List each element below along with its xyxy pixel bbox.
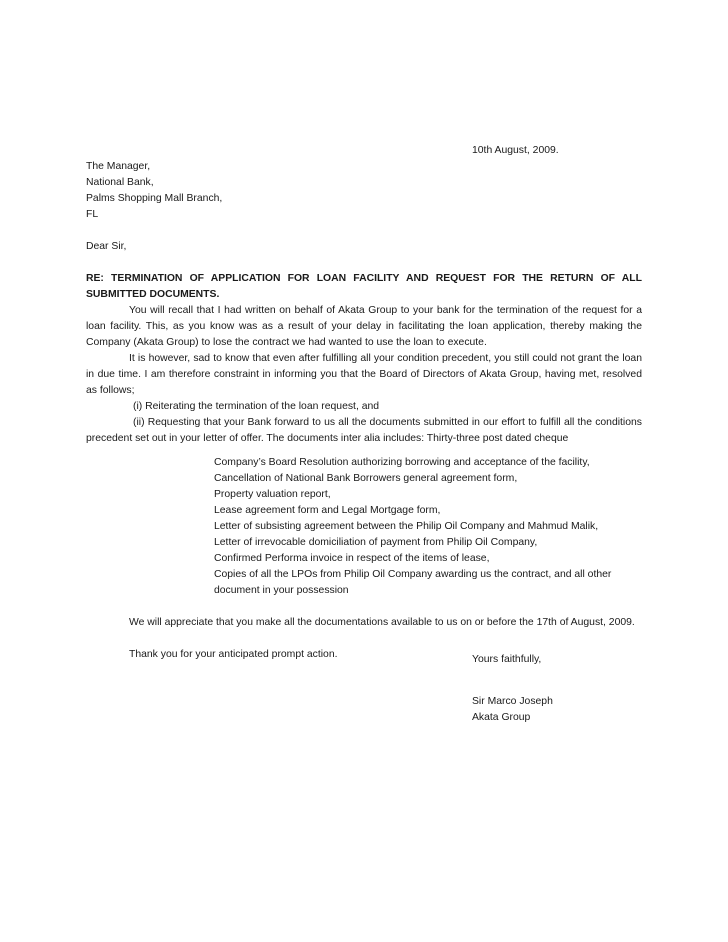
- paragraph: We will appreciate that you make all the documentations available to us on or before the 17th of August, 2009.: [129, 617, 635, 628]
- letter-date: 10th August, 2009.: [472, 145, 559, 156]
- signoff: Yours faithfully,: [472, 654, 542, 665]
- paragraph: You will recall that I had written on behalf of Akata Group to your bank for the termination of the request for a loan facility. This, as you know was as a result of your delay in facilitating the loan application, thereby making the Company (Akata Group) to lose the contract we had wanted to use the loan to execute.: [86, 305, 642, 348]
- letter-body: [86, 143, 642, 663]
- list-item: Letter of irrevocable domiciliation of payment from Philip Oil Company,: [214, 537, 538, 548]
- list-item: Copies of all the LPOs from Philip Oil Company awarding us the contract, and all other document in your possession: [214, 569, 612, 596]
- recipient-line: Palms Shopping Mall Branch,: [86, 193, 223, 204]
- subject-line: RE: TERMINATION OF APPLICATION FOR LOAN FACILITY AND REQUEST FOR THE RETURN OF ALL SUBMITTED DOCUMENTS.: [86, 273, 642, 300]
- recipient-address: [86, 159, 642, 223]
- paragraph: Thank you for your anticipated prompt action.: [129, 649, 338, 660]
- list-item: Confirmed Performa invoice in respect of the items of lease,: [214, 553, 490, 564]
- resolution-item: (ii) Requesting that your Bank forward to us all the documents submitted in our effort to fulfill all the conditions precedent set out in your letter of offer. The documents inter alia includes: Thirty-three post dated cheque: [86, 417, 642, 444]
- document-list: [86, 455, 642, 599]
- signatory-block: [472, 694, 553, 726]
- recipient-line: FL: [86, 209, 99, 220]
- paragraph: It is however, sad to know that even after fulfilling all your condition precedent, you still could not grant the loan in due time. I am therefore constraint in informing you that the Board of Directors of Akata Group, having met, resolved as follows;: [86, 353, 642, 396]
- recipient-line: The Manager,: [86, 161, 151, 172]
- signatory-organization: Akata Group: [472, 712, 531, 723]
- list-item: Property valuation report,: [214, 489, 331, 500]
- list-item: Cancellation of National Bank Borrowers general agreement form,: [214, 473, 518, 484]
- resolution-item: (i) Reiterating the termination of the loan request, and: [133, 401, 380, 412]
- list-item: Lease agreement form and Legal Mortgage form,: [214, 505, 441, 516]
- list-item: Company’s Board Resolution authorizing borrowing and acceptance of the facility,: [214, 457, 590, 468]
- salutation: Dear Sir,: [86, 241, 127, 252]
- recipient-line: National Bank,: [86, 177, 154, 188]
- signatory-name: Sir Marco Joseph: [472, 696, 553, 707]
- list-item: Letter of subsisting agreement between the Philip Oil Company and Mahmud Malik,: [214, 521, 599, 532]
